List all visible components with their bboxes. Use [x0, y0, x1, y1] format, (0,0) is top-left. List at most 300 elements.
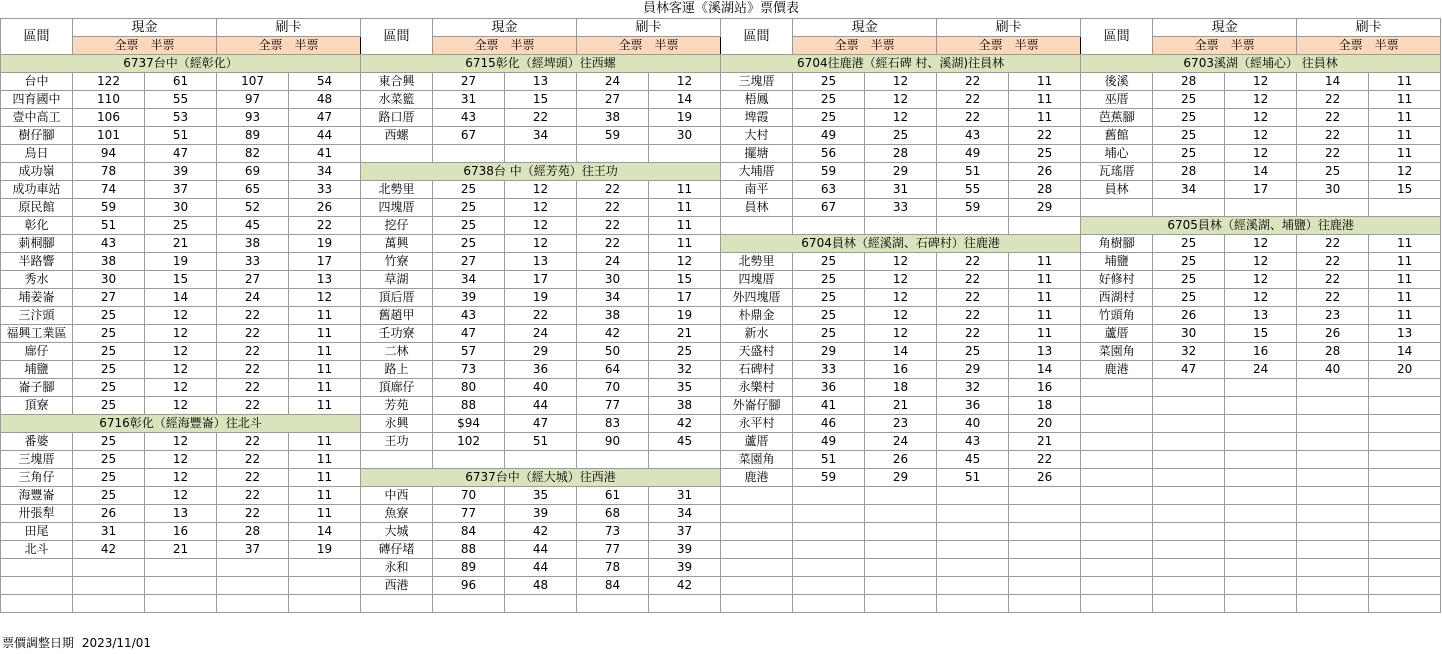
empty-cell	[1153, 469, 1225, 487]
cash-full-fare: 36	[793, 379, 865, 397]
cash-half-fare: 44	[505, 397, 577, 415]
card-full-fare: 83	[577, 415, 649, 433]
empty-cell	[1081, 505, 1153, 523]
cash-full-fare: 25	[433, 217, 505, 235]
card-half-fare: 48	[289, 91, 361, 109]
empty-cell	[145, 577, 217, 595]
stop-name: 大城	[361, 523, 433, 541]
card-half-fare: 54	[289, 73, 361, 91]
stop-name: 永平村	[721, 415, 793, 433]
card-full-fare: 22	[217, 469, 289, 487]
cash-full-fare: 25	[73, 361, 145, 379]
stop-name: 舊館	[1081, 127, 1153, 145]
cash-half-fare: 47	[505, 415, 577, 433]
empty-cell	[1153, 541, 1225, 559]
card-half-fare: 29	[1009, 199, 1081, 217]
card-full-fare: 36	[937, 397, 1009, 415]
cash-full-fare: 31	[73, 523, 145, 541]
card-full-fare: 26	[1297, 325, 1369, 343]
card-half-fare: 41	[289, 145, 361, 163]
cash-full-fare: 84	[433, 523, 505, 541]
empty-cell	[1369, 469, 1441, 487]
cash-half-fare: 12	[865, 289, 937, 307]
cash-half-fare: 13	[505, 253, 577, 271]
cash-full-fare: 96	[433, 577, 505, 595]
cash-full-fare: 30	[73, 271, 145, 289]
empty-cell	[1153, 505, 1225, 523]
empty-cell	[1369, 487, 1441, 505]
card-full-fare: 93	[217, 109, 289, 127]
card-half-fare: 35	[649, 379, 721, 397]
cash-half-fare: 13	[505, 73, 577, 91]
cash-half-fare: 55	[145, 91, 217, 109]
card-half-fare: 11	[289, 379, 361, 397]
empty-cell	[1369, 397, 1441, 415]
empty-cell	[1081, 541, 1153, 559]
card-full-fare: 89	[217, 127, 289, 145]
card-half-fare: 11	[289, 307, 361, 325]
card-full-fare: 22	[217, 451, 289, 469]
cash-half-fare: 14	[1225, 163, 1297, 181]
empty-cell	[1, 577, 73, 595]
card-full-fare: 22	[937, 91, 1009, 109]
card-half-fare: 16	[1009, 379, 1081, 397]
empty-cell	[1, 595, 73, 613]
card-full-fare: 30	[577, 271, 649, 289]
card-full-fare: 68	[577, 505, 649, 523]
cash-half-fare: 42	[505, 523, 577, 541]
cash-half-fare: 12	[145, 397, 217, 415]
stop-name: 王功	[361, 433, 433, 451]
cash-half-fare: 12	[1225, 289, 1297, 307]
card-half-fare: 28	[1009, 181, 1081, 199]
card-half-fare: 11	[1369, 73, 1441, 91]
stop-name: 原民館	[1, 199, 73, 217]
card-header: 刷卡	[1297, 19, 1441, 37]
cash-half-fare: 61	[145, 73, 217, 91]
stop-name: 莿桐腳	[1, 235, 73, 253]
cash-full-fare: $94	[433, 415, 505, 433]
stop-name: 擺塘	[721, 145, 793, 163]
cash-full-fare: 29	[793, 343, 865, 361]
card-full-fare: 22	[217, 307, 289, 325]
empty-cell	[433, 595, 505, 613]
empty-cell	[1297, 397, 1369, 415]
table-row	[1, 199, 1441, 217]
cash-half-fare: 12	[1225, 127, 1297, 145]
empty-cell	[793, 505, 865, 523]
cash-half-fare: 21	[145, 541, 217, 559]
cash-full-fare: 25	[433, 181, 505, 199]
cash-fare-type-header: 全票 半票	[433, 37, 577, 55]
cash-full-fare: 101	[73, 127, 145, 145]
empty-cell	[937, 577, 1009, 595]
empty-cell	[1081, 469, 1153, 487]
stop-name: 北勢里	[361, 181, 433, 199]
cash-half-fare: 29	[865, 469, 937, 487]
card-half-fare: 21	[649, 325, 721, 343]
table-row	[1, 91, 1441, 109]
cash-half-fare: 12	[1225, 271, 1297, 289]
card-half-fare: 45	[649, 433, 721, 451]
cash-full-fare: 46	[793, 415, 865, 433]
cash-full-fare: 59	[793, 469, 865, 487]
empty-cell	[1009, 541, 1081, 559]
empty-cell	[1081, 559, 1153, 577]
cash-half-fare: 12	[865, 325, 937, 343]
cash-half-fare: 34	[505, 127, 577, 145]
stop-name: 蘆厝	[1081, 325, 1153, 343]
cash-half-fare: 12	[145, 433, 217, 451]
table-row	[1, 595, 1441, 613]
stop-name: 埤霞	[721, 109, 793, 127]
route-section-title: 6737台中（經彰化）	[1, 55, 361, 73]
card-half-fare: 15	[1369, 181, 1441, 199]
cash-half-fare: 12	[145, 343, 217, 361]
cash-full-fare: 34	[433, 271, 505, 289]
empty-cell	[1153, 577, 1225, 595]
table-row	[1, 415, 1441, 433]
stop-name: 芳苑	[361, 397, 433, 415]
card-full-fare: 107	[217, 73, 289, 91]
card-half-fare: 44	[289, 127, 361, 145]
stop-name: 烏日	[1, 145, 73, 163]
empty-cell	[577, 145, 649, 163]
card-full-fare: 28	[217, 523, 289, 541]
stop-name: 員林	[1081, 181, 1153, 199]
card-half-fare: 34	[289, 163, 361, 181]
cash-half-fare: 12	[865, 73, 937, 91]
card-full-fare: 14	[1297, 73, 1369, 91]
area-header: 區間	[1081, 19, 1153, 55]
card-full-fare: 22	[1297, 109, 1369, 127]
empty-cell	[721, 595, 793, 613]
stop-name: 菜園角	[1081, 343, 1153, 361]
cash-full-fare: 25	[793, 325, 865, 343]
empty-cell	[361, 595, 433, 613]
cash-full-fare: 47	[1153, 361, 1225, 379]
table-row	[1, 397, 1441, 415]
stop-name: 永興	[361, 415, 433, 433]
empty-cell	[1297, 199, 1369, 217]
card-full-fare: 22	[1297, 253, 1369, 271]
card-fare-type-header: 全票 半票	[577, 37, 721, 55]
card-half-fare: 11	[1009, 253, 1081, 271]
empty-cell	[1225, 397, 1297, 415]
cash-half-fare: 16	[865, 361, 937, 379]
table-row	[1, 55, 1441, 73]
stop-name: 永和	[361, 559, 433, 577]
stop-name: 外四塊厝	[721, 289, 793, 307]
empty-cell	[1369, 451, 1441, 469]
footer	[2, 634, 155, 652]
stop-name: 埔鹽	[1081, 253, 1153, 271]
cash-half-fare: 35	[505, 487, 577, 505]
card-half-fare: 11	[649, 217, 721, 235]
empty-cell	[1081, 433, 1153, 451]
card-half-fare: 15	[649, 271, 721, 289]
cash-full-fare: 56	[793, 145, 865, 163]
empty-cell	[289, 559, 361, 577]
cash-full-fare: 42	[73, 541, 145, 559]
cash-full-fare: 59	[73, 199, 145, 217]
card-half-fare: 39	[649, 541, 721, 559]
stop-name: 芭蕉腳	[1081, 109, 1153, 127]
cash-half-fare: 29	[505, 343, 577, 361]
stop-name: 好修村	[1081, 271, 1153, 289]
stop-name: 福興工業區	[1, 325, 73, 343]
card-full-fare: 77	[577, 397, 649, 415]
empty-cell	[1081, 415, 1153, 433]
card-half-fare: 11	[289, 325, 361, 343]
cash-fare-type-header: 全票 半票	[1153, 37, 1297, 55]
stop-name: 磚仔堵	[361, 541, 433, 559]
empty-cell	[649, 595, 721, 613]
card-full-fare: 38	[577, 109, 649, 127]
empty-cell	[1153, 415, 1225, 433]
card-half-fare: 11	[289, 487, 361, 505]
empty-cell	[721, 523, 793, 541]
stop-name: 後溪	[1081, 73, 1153, 91]
card-full-fare: 22	[1297, 145, 1369, 163]
empty-cell	[721, 505, 793, 523]
stop-name: 頂后厝	[361, 289, 433, 307]
card-full-fare: 52	[217, 199, 289, 217]
cash-half-fare: 22	[505, 307, 577, 325]
empty-cell	[577, 451, 649, 469]
route-section-title: 6715彰化（經埤頭）往西螺	[361, 55, 721, 73]
card-full-fare: 22	[937, 325, 1009, 343]
cash-half-fare: 12	[865, 91, 937, 109]
card-header: 刷卡	[217, 19, 361, 37]
cash-full-fare: 25	[793, 307, 865, 325]
cash-half-fare: 51	[145, 127, 217, 145]
cash-half-fare: 12	[145, 469, 217, 487]
cash-half-fare: 29	[865, 163, 937, 181]
stop-name: 三塊厝	[721, 73, 793, 91]
cash-full-fare: 38	[73, 253, 145, 271]
cash-half-fare: 12	[505, 235, 577, 253]
table-row	[1, 505, 1441, 523]
cash-half-fare: 12	[505, 181, 577, 199]
card-full-fare: 22	[217, 433, 289, 451]
cash-half-fare: 12	[865, 271, 937, 289]
route-section-title: 6716彰化（經海豐崙）往北斗	[1, 415, 361, 433]
cash-full-fare: 110	[73, 91, 145, 109]
empty-cell	[1297, 487, 1369, 505]
card-half-fare: 14	[649, 91, 721, 109]
cash-half-fare: 12	[505, 199, 577, 217]
stop-name: 田尾	[1, 523, 73, 541]
card-full-fare: 77	[577, 541, 649, 559]
card-half-fare: 11	[1009, 325, 1081, 343]
empty-cell	[1081, 199, 1153, 217]
card-full-fare: 27	[577, 91, 649, 109]
card-full-fare: 22	[1297, 127, 1369, 145]
empty-cell	[1081, 523, 1153, 541]
cash-half-fare: 21	[145, 235, 217, 253]
card-full-fare: 22	[1297, 235, 1369, 253]
cash-full-fare: 25	[73, 343, 145, 361]
cash-header: 現金	[73, 19, 217, 37]
cash-full-fare: 102	[433, 433, 505, 451]
cash-header: 現金	[433, 19, 577, 37]
empty-cell	[73, 559, 145, 577]
card-full-fare: 45	[217, 217, 289, 235]
stop-name: 角樹腳	[1081, 235, 1153, 253]
card-half-fare: 19	[649, 307, 721, 325]
cash-half-fare: 25	[145, 217, 217, 235]
card-half-fare: 12	[649, 253, 721, 271]
card-full-fare: 22	[577, 199, 649, 217]
cash-half-fare: 13	[1225, 307, 1297, 325]
card-full-fare: 22	[577, 217, 649, 235]
card-full-fare: 22	[217, 379, 289, 397]
card-full-fare: 84	[577, 577, 649, 595]
cash-full-fare: 25	[793, 109, 865, 127]
card-half-fare: 12	[649, 73, 721, 91]
table-row	[1, 379, 1441, 397]
card-half-fare: 11	[289, 361, 361, 379]
card-full-fare: 64	[577, 361, 649, 379]
cash-half-fare: 12	[145, 379, 217, 397]
stop-name: 番婆	[1, 433, 73, 451]
cash-half-fare: 17	[505, 271, 577, 289]
empty-cell	[1225, 577, 1297, 595]
card-full-fare: 22	[937, 271, 1009, 289]
card-half-fare: 11	[289, 451, 361, 469]
card-half-fare: 38	[649, 397, 721, 415]
card-half-fare: 11	[289, 469, 361, 487]
empty-cell	[1153, 379, 1225, 397]
cash-half-fare: 51	[505, 433, 577, 451]
empty-cell	[217, 595, 289, 613]
cash-full-fare: 43	[433, 307, 505, 325]
cash-full-fare: 28	[1153, 163, 1225, 181]
empty-cell	[865, 505, 937, 523]
cash-full-fare: 25	[1153, 91, 1225, 109]
card-half-fare: 19	[289, 541, 361, 559]
card-half-fare: 14	[1369, 343, 1441, 361]
stop-name: 四塊厝	[721, 271, 793, 289]
card-full-fare: 22	[937, 307, 1009, 325]
cash-full-fare: 59	[793, 163, 865, 181]
cash-half-fare: 12	[145, 325, 217, 343]
stop-name: 北勢里	[721, 253, 793, 271]
cash-full-fare: 51	[793, 451, 865, 469]
table-row	[1, 289, 1441, 307]
card-full-fare: 73	[577, 523, 649, 541]
stop-name: 南平	[721, 181, 793, 199]
empty-cell	[1153, 397, 1225, 415]
card-full-fare: 33	[217, 253, 289, 271]
empty-cell	[1369, 415, 1441, 433]
empty-cell	[505, 451, 577, 469]
cash-full-fare: 30	[1153, 325, 1225, 343]
card-half-fare: 11	[1369, 91, 1441, 109]
empty-cell	[937, 559, 1009, 577]
card-half-fare: 11	[1369, 307, 1441, 325]
card-full-fare: 22	[937, 253, 1009, 271]
card-half-fare: 11	[1009, 91, 1081, 109]
card-full-fare: 25	[1297, 163, 1369, 181]
empty-cell	[145, 559, 217, 577]
empty-cell	[1153, 559, 1225, 577]
empty-cell	[1369, 559, 1441, 577]
stop-name: 埔心	[1081, 145, 1153, 163]
cash-full-fare: 88	[433, 397, 505, 415]
card-half-fare: 34	[649, 505, 721, 523]
card-full-fare: 23	[1297, 307, 1369, 325]
cash-half-fare: 15	[1225, 325, 1297, 343]
card-full-fare: 50	[577, 343, 649, 361]
cash-half-fare: 12	[865, 109, 937, 127]
table-row	[1, 343, 1441, 361]
table-row	[1, 307, 1441, 325]
cash-full-fare: 70	[433, 487, 505, 505]
stop-name: 壬功寮	[361, 325, 433, 343]
empty-cell	[937, 541, 1009, 559]
card-half-fare: 12	[289, 289, 361, 307]
empty-cell	[793, 487, 865, 505]
stop-name: 舊趙甲	[361, 307, 433, 325]
card-full-fare: 30	[1297, 181, 1369, 199]
empty-cell	[1297, 505, 1369, 523]
cash-full-fare: 32	[1153, 343, 1225, 361]
empty-cell	[793, 541, 865, 559]
cash-full-fare: 28	[1153, 73, 1225, 91]
card-full-fare: 37	[217, 541, 289, 559]
card-full-fare: 22	[217, 505, 289, 523]
card-full-fare: 59	[937, 199, 1009, 217]
card-half-fare: 11	[1009, 109, 1081, 127]
empty-cell	[937, 523, 1009, 541]
card-half-fare: 22	[1009, 127, 1081, 145]
empty-cell	[937, 595, 1009, 613]
cash-half-fare: 24	[505, 325, 577, 343]
stop-name: 二林	[361, 343, 433, 361]
stop-name: 壹中高工	[1, 109, 73, 127]
route-section-title: 6703溪湖（經埔心） 往員林	[1081, 55, 1441, 73]
empty-cell	[289, 577, 361, 595]
card-half-fare: 42	[649, 577, 721, 595]
cash-full-fare: 31	[433, 91, 505, 109]
cash-half-fare: 44	[505, 541, 577, 559]
footer-date: 2023/11/01	[81, 636, 152, 650]
cash-full-fare: 67	[433, 127, 505, 145]
empty-cell	[1081, 451, 1153, 469]
empty-cell	[937, 487, 1009, 505]
empty-cell	[1297, 595, 1369, 613]
card-full-fare: 97	[217, 91, 289, 109]
card-full-fare: 82	[217, 145, 289, 163]
stop-name: 新水	[721, 325, 793, 343]
empty-cell	[865, 217, 937, 235]
cash-full-fare: 47	[433, 325, 505, 343]
table-row	[1, 253, 1441, 271]
cash-half-fare: 24	[1225, 361, 1297, 379]
cash-full-fare: 25	[73, 307, 145, 325]
table-row	[1, 433, 1441, 451]
cash-half-fare: 47	[145, 145, 217, 163]
table-row	[1, 523, 1441, 541]
fare-table	[0, 18, 1441, 613]
empty-cell	[937, 217, 1009, 235]
cash-full-fare: 122	[73, 73, 145, 91]
table-row	[1, 163, 1441, 181]
route-section-title: 6705員林（經溪湖、埔鹽）往鹿港	[1081, 217, 1441, 235]
cash-full-fare: 25	[73, 379, 145, 397]
